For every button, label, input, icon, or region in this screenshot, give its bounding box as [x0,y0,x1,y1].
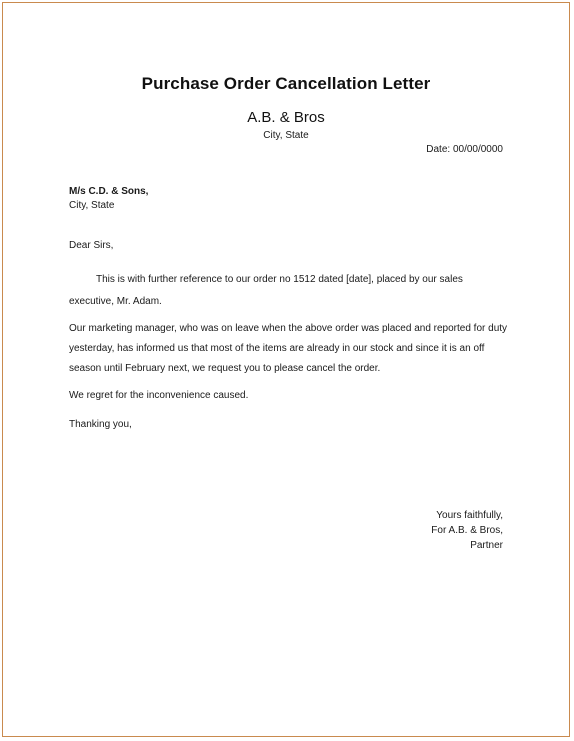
salutation: Dear Sirs, [69,240,114,251]
letter-page [2,2,570,737]
recipient-city: City, State [69,200,115,211]
body-paragraph-1: This is with further reference to our order no 1512 dated [date], placed by our sales executive, Mr. Adam. [69,274,463,307]
sender-city: City, State [263,130,309,141]
closing-line-3: Partner [470,540,503,551]
thanking-line: Thanking you, [69,419,132,430]
sender-company: A.B. & Bros [247,109,325,126]
letter-date: Date: 00/00/0000 [426,144,503,155]
letter-title: Purchase Order Cancellation Letter [141,74,431,93]
closing-block [431,508,503,553]
recipient-name: M/s C.D. & Sons, [69,186,149,197]
closing-line-1: Yours faithfully, [436,510,503,521]
body-paragraph-3: We regret for the inconvenience caused. [69,390,249,401]
closing-line-2: For A.B. & Bros, [431,525,503,536]
body-paragraph-2: Our marketing manager, who was on leave when the above order was placed and reported for duty yesterday, has informed us that most of the items are already in our stock and since it is an off season until February next, we request you to please cancel the order. [69,323,508,374]
